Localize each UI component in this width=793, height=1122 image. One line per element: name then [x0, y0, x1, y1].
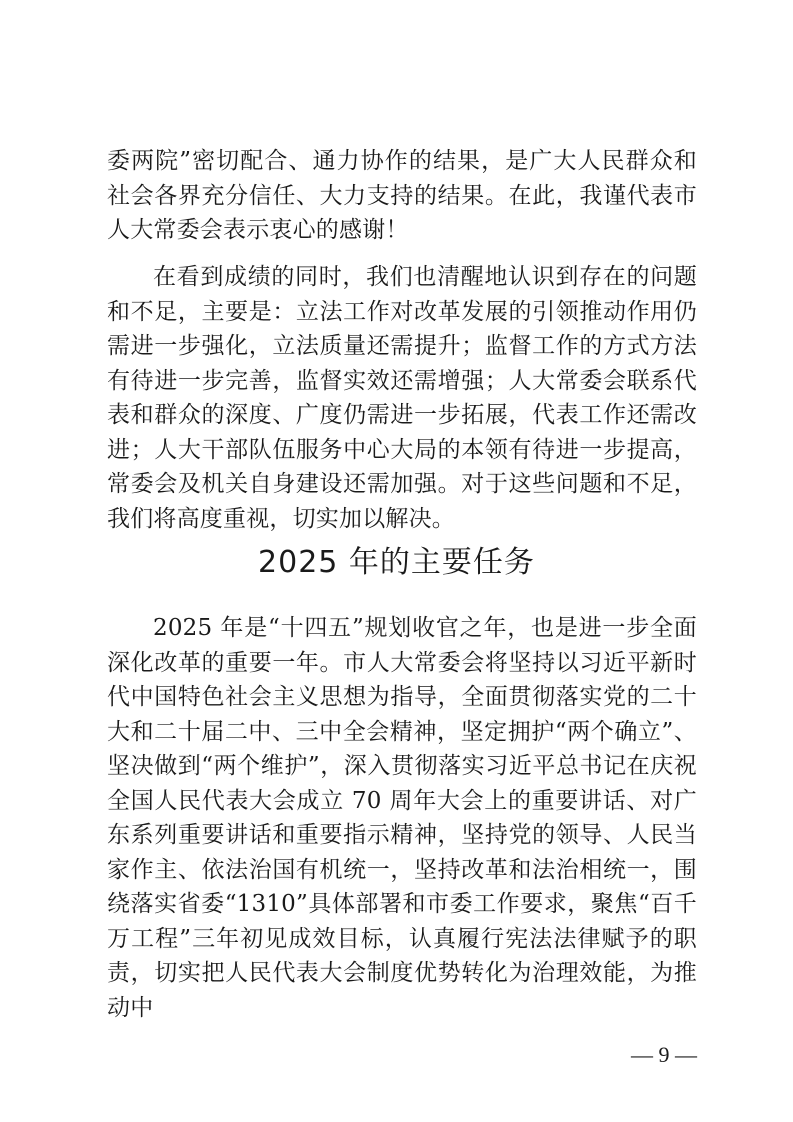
paragraph-continuation: 委两院”密切配合、通力协作的结果，是广大人民群众和社会各界充分信任、大力支持的结果。在此，我谨代表市人大常委会表示衷心的感谢！ — [107, 148, 697, 243]
page-number: — 9 — — [631, 1042, 697, 1067]
paragraph-problems: 在看到成绩的同时，我们也清醒地认识到存在的问题和不足，主要是：立法工作对改革发展的引领推动作用仍需进一步强化，立法质量还需提升；监督工作的方式方法有待进一步完善，监督实效还需增强；人大常委会联系代表和群众的深度、广度仍需进一步拓展，代表工作还需改进；人大干部队伍服务中心大局的本领有待进一步提高，常委会及机关自身建设还需加强。对于这些问题和不足，我们将高度重视，切实加以解决。 — [107, 264, 697, 532]
section-heading: 2025 年的主要任务 — [258, 545, 535, 580]
paragraph-tasks: 2025 年是“十四五”规划收官之年，也是进一步全面深化改革的重要一年。市人大常委会将坚持以习近平新时代中国特色社会主义思想为指导，全面贯彻落实党的二十大和二十届二中、三中全会精神，坚定拥护“两个确立”、坚决做到“两个维护”，深入贯彻落实习近平总书记在庆祝全国人民代表大会成立 70 周年大会上的重要讲话、对广东系列重要讲话和重要指示精神，坚持党的领导、人民当家作主、依法治国有机统一，坚持改革和法治相统一，围绕落实省委“1310”具体部署和市委工作要求，聚焦“百千万工程”三年初见成效目标，认真履行宪法法律赋予的职责，切实把人民代表大会制度优势转化为治理效能，为推动中 — [107, 615, 697, 1021]
